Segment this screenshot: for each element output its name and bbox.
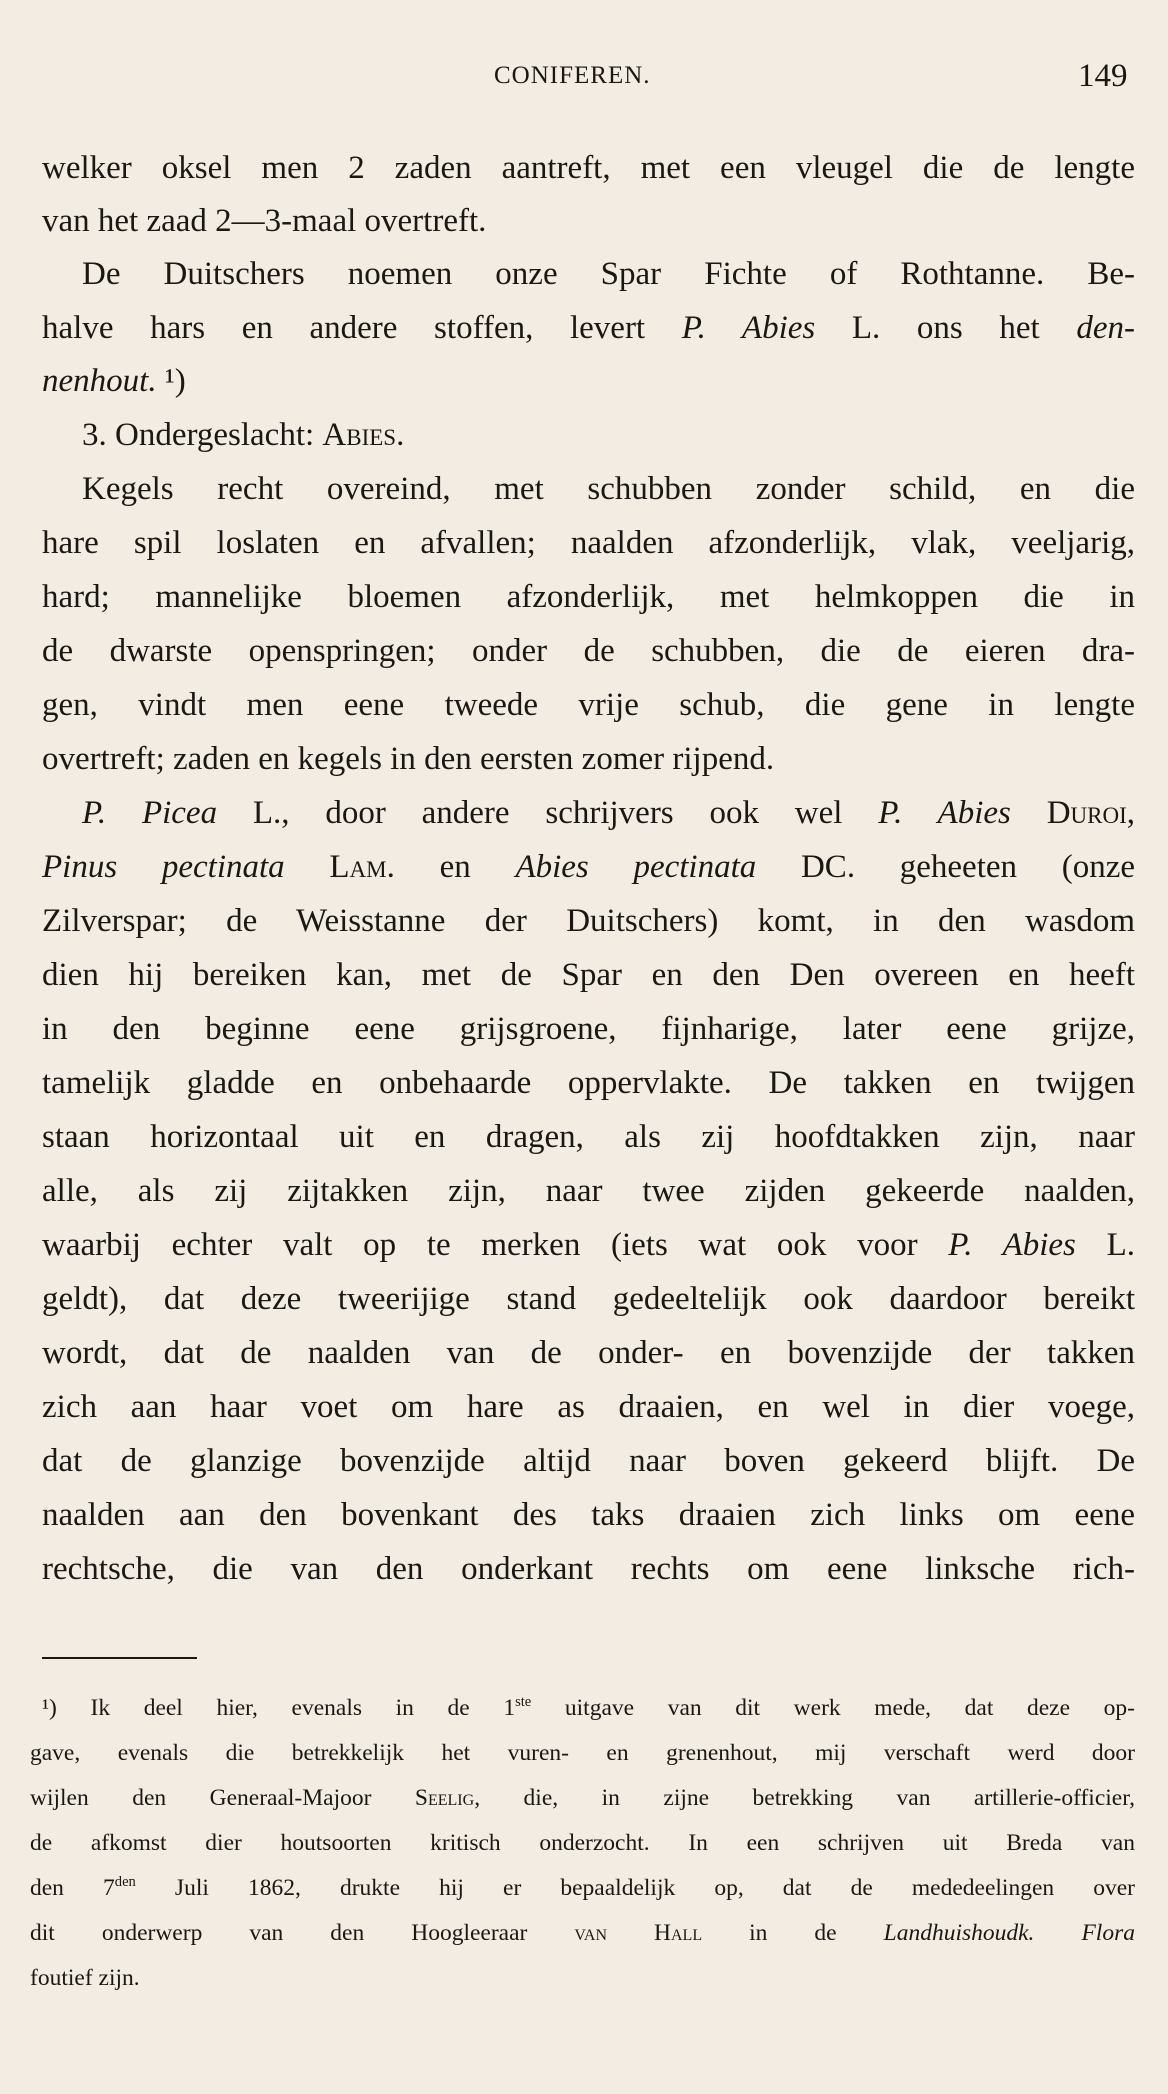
- footnote-line: de afkomst dier houtsoorten kritisch onderzocht. In een schrijven uit Breda van: [30, 1830, 1135, 1856]
- text-line: dat de glanzige bovenzijde altijd naar boven gekeerd blijft. De: [42, 1443, 1135, 1479]
- running-header: CONIFEREN.: [494, 62, 651, 89]
- text-line: van het zaad 2—3-maal overtreft.: [42, 203, 487, 239]
- footnote-line: ¹) Ik deel hier, evenals in de 1ste uitgave van dit werk mede, dat deze op-: [42, 1694, 1135, 1721]
- text-line: overtreft; zaden en kegels in den eersten zomer rijpend.: [42, 741, 775, 777]
- text-line: staan horizontaal uit en dragen, als zij hoofdtakken zijn, naar: [42, 1119, 1135, 1155]
- page-number: 149: [1078, 58, 1128, 94]
- text-line: nenhout. ¹): [42, 363, 186, 399]
- subgenus-heading: 3. Ondergeslacht: Abies.: [82, 417, 405, 453]
- text-line: rechtsche, die van den onderkant rechts om eene linksche rich-: [42, 1551, 1135, 1587]
- text-line: dien hij bereiken kan, met de Spar en den Den overeen en heeft: [42, 957, 1135, 993]
- text-line: Kegels recht overeind, met schubben zonder schild, en die: [82, 471, 1135, 507]
- text-line: halve hars en andere stoffen, levert P. Abies L. ons het den-: [42, 310, 1135, 346]
- footnote-line: gave, evenals die betrekkelijk het vuren- en grenenhout, mij verschaft werd door: [30, 1740, 1135, 1766]
- text-line: tamelijk gladde en onbehaarde oppervlakte. De takken en twijgen: [42, 1065, 1135, 1101]
- footnote-line: wijlen den Generaal-Majoor Seelig, die, in zijne betrekking van artillerie-officier,: [30, 1785, 1135, 1811]
- footnote-line: foutief zijn.: [30, 1965, 140, 1991]
- text-line: P. Picea L., door andere schrijvers ook wel P. Abies Duroi,: [82, 795, 1135, 831]
- text-line: Pinus pectinata Lam. en Abies pectinata DC. geheeten (onze: [42, 849, 1136, 885]
- footnote-line: dit onderwerp van den Hoogleeraar van Hall in de Landhuishoudk. Flora: [30, 1920, 1135, 1946]
- text-line: geldt), dat deze tweerijige stand gedeeltelijk ook daardoor bereikt: [42, 1281, 1135, 1317]
- text-line: zich aan haar voet om hare as draaien, en wel in dier voege,: [42, 1389, 1135, 1425]
- text-line: De Duitschers noemen onze Spar Fichte of Rothtanne. Be-: [82, 256, 1135, 292]
- footnote-line: den $7^{den}$ Juli 1862, drukte hij er bepaaldelijk op, dat de mededeelingen over: [30, 1874, 1135, 1901]
- text-line: de dwarste openspringen; onder de schubben, die de eieren dra-: [42, 633, 1135, 669]
- text-line: alle, als zij zijtakken zijn, naar twee zijden gekeerde naalden,: [42, 1173, 1135, 1209]
- text-line: Zilverspar; de Weisstanne der Duitschers) komt, in den wasdom: [42, 903, 1135, 939]
- footnote-reference: ¹): [156, 363, 186, 399]
- text-line: wordt, dat de naalden van de onder- en bovenzijde der takken: [42, 1335, 1135, 1371]
- text-line: hare spil loslaten en afvallen; naalden afzonderlijk, vlak, veeljarig,: [42, 525, 1135, 561]
- text-line: gen, vindt men eene tweede vrije schub, die gene in lengte: [42, 687, 1135, 723]
- text-line: naalden aan den bovenkant des taks draaien zich links om eene: [42, 1497, 1135, 1533]
- text-line: hard; mannelijke bloemen afzonderlijk, met helmkoppen die in: [42, 579, 1135, 615]
- text-line: in den beginne eene grijsgroene, fijnharige, later eene grijze,: [42, 1011, 1135, 1047]
- text-line: waarbij echter valt op te merken (iets wat ook voor P. Abies L.: [42, 1227, 1135, 1263]
- footnote-rule: [42, 1657, 197, 1659]
- text-line: welker oksel men 2 zaden aantreft, met een vleugel die de lengte: [42, 150, 1135, 186]
